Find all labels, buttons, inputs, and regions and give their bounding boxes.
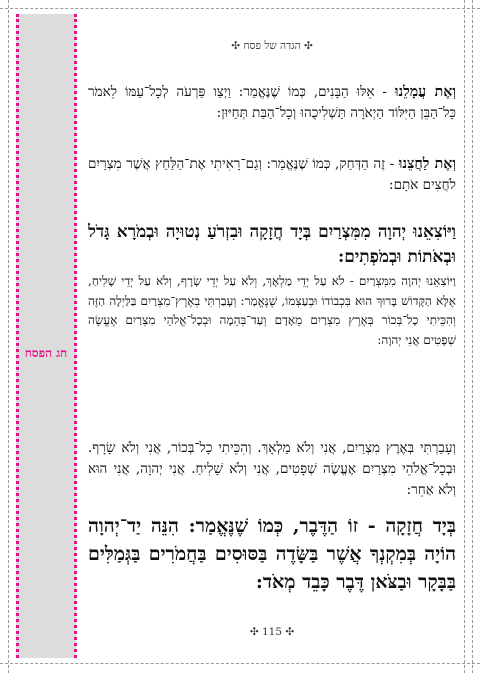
- paragraph-lead: וְאֶת לַחֲצֵנוּ: [398, 156, 456, 172]
- paragraph-amalenu: [88, 82, 456, 124]
- running-head-text: הגדה של פסח: [243, 40, 301, 52]
- margin-band: [16, 14, 76, 658]
- paragraph-vayotzienu-verse: וַיּוֹצִאֵנוּ יְהוָה מִמִּצְרַיִם בְּיָד חֲזָקָה וּבִזְרֹעַ נְטוּיָה וּבְמֹרָא גָּדֹל וּבְאֹתוֹת וּבְמֹפְתִים:: [88, 222, 456, 267]
- paragraph-veavarti: וְעָבַרְתִּי בְּאֶרֶץ מִצְרַיִם, אֲנִי וְלֹא מַלְאָךְ. וְהִכֵּיתִי כָל־בְּכוֹר, אֲנִי וְלֹא שָׂרָף. וּבְכָל־אֱלֹהֵי מִצְרַיִם אֶעֱשֶׂה שְׁפָטִים, אֲנִי וְלֹא שָׁלִיחַ. אֲנִי יְהוָה, אֲנִי הוּא וְלֹא אַחֵר:: [88, 440, 456, 498]
- ornament-icon: ✣: [282, 626, 295, 638]
- dotted-rule-left: [16, 14, 19, 658]
- paragraph-text: - זוֹ הַדֶּבֶר, כְּמוֹ שֶׁנֶּאֱמַר: הִנֵּה יַד־יְהוָה הוֹיָה בְּמִקְנְךָ אֲשֶׁר בַּשָּׂדֶה בַּסּוּסִים בַּחֲמֹרִים בַּגְּמַלִּים בַּבָּקָר וּבַצֹּאן דֶּבֶר כָּבֵד מְאֹד:: [88, 515, 456, 593]
- dotted-rule-right: [74, 14, 77, 658]
- ornament-icon: ✣: [231, 40, 244, 52]
- paragraph-lead: בְּיָד חֲזָקָה: [385, 515, 457, 537]
- left-crop-guide: [8, 0, 9, 673]
- running-head: [88, 40, 456, 52]
- ornament-icon: ✣: [300, 40, 313, 52]
- section-tab-label: חג הפסח: [24, 346, 68, 360]
- paragraph-text: - זֶה הַדְּחַק, כְּמוֹ שֶׁנֶּאֱמַר: וְגַם־רָאִיתִי אֶת־הַלַּחַץ אֲשֶׁר מִצְרַיִם לֹחֲצִים אֹתָם:: [88, 156, 456, 193]
- right-inner-guide: [472, 0, 473, 673]
- page-number: [88, 626, 456, 638]
- paragraph-lead: וְאֶת עֲמָלֵנוּ: [394, 84, 456, 100]
- page-body: [88, 14, 456, 658]
- paragraph-text: - אֵלּוּ הַבָּנִים, כְּמוֹ שֶׁנֶּאֱמַר: וַיְצַו פַּרְעֹה לְכָל־עַמּוֹ לֵאמֹר כָּל־הַבֵּן הַיִּלּוֹד הַיְאֹרָה תַּשְׁלִיכֻהוּ וְכָל־הַבַּת תְּחַיּוּן:: [88, 84, 456, 121]
- paragraph-vayotzienu-commentary: וַיּוֹצִאֵנוּ יְהוָה מִמִּצְרַיִם - לֹא עַל יְדֵי מַלְאָךְ, וְלֹא עַל יְדֵי שָׂרָף, וְלֹא עַל יְדֵי שָׁלִיחַ, אֶלָּא הַקָּדוֹשׁ בָּרוּךְ הוּא בִּכְבוֹדוֹ וּבְעַצְמוֹ, שֶׁנֶּאֱמַר: וְעָבַרְתִּי בְאֶרֶץ־מִצְרַיִם בַּלַּיְלָה הַזֶּה וְהִכֵּיתִי כָל־בְּכוֹר בְּאֶרֶץ מִצְרַיִם מֵאָדָם וְעַד־בְּהֵמָה וּבְכָל־אֱלֹהֵי מִצְרַיִם אֶעֱשֶׂה שְׁפָטִים אֲנִי יְהוָה:: [88, 274, 456, 347]
- ornament-icon: ✣: [249, 626, 262, 638]
- paragraph-lachatzenu: [88, 154, 456, 196]
- right-crop-guide: [464, 0, 465, 673]
- page-number-text: 115: [261, 626, 283, 638]
- bottom-crop-guide: [0, 663, 480, 664]
- paragraph-beyad-chazaka: [88, 512, 456, 596]
- top-crop-guide: [0, 8, 480, 9]
